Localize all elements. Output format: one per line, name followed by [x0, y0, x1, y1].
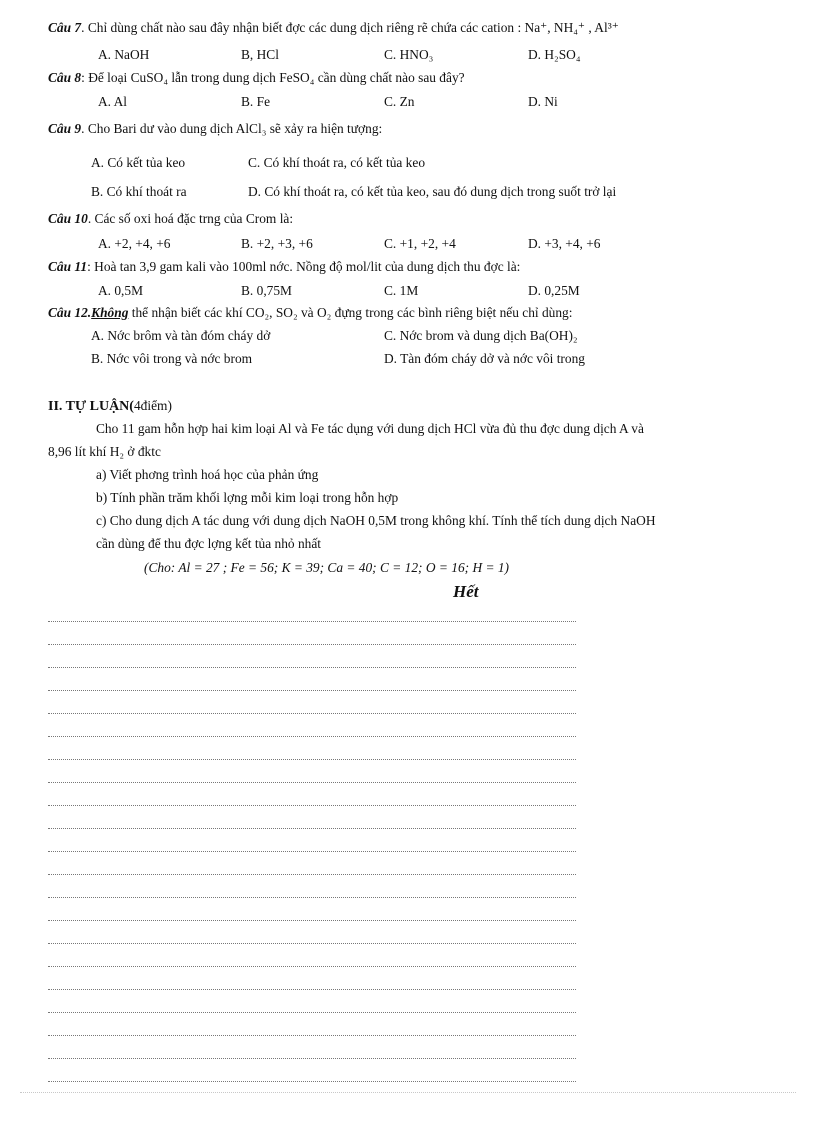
- option-c: C. Có khí thoát ra, có kết tủa keo: [248, 155, 426, 170]
- essay-part-b: b) Tính phần trăm khối lợng mỗi kim loại trong hỗn hợp: [96, 490, 399, 505]
- option-d: D. Tàn đóm cháy dở và nớc vôi trong: [384, 351, 585, 366]
- essay-part-c-line-1: c) Cho dung dịch A tác dung với dung dịch NaOH 0,5M trong không khí. Tính thể tích dung dịch NaOH: [96, 513, 656, 528]
- option-b: B. 0,75M: [241, 283, 292, 298]
- answer-line: [48, 828, 576, 829]
- option-d: D. H₂SO₄: [528, 47, 581, 62]
- answer-line: [48, 805, 576, 806]
- option-d: D. 0,25M: [528, 283, 580, 298]
- question-number: Câu 8: [48, 70, 82, 85]
- question-number: Câu 9: [48, 121, 82, 136]
- essay-part-c-line-2: cần dùng để thu đợc lợng kết tủa nhỏ nhất: [96, 536, 322, 551]
- question-number: Câu 10: [48, 211, 88, 226]
- option-d: D. +3, +4, +6: [528, 236, 601, 251]
- answer-line: [48, 989, 576, 990]
- question-number: Câu 11: [48, 259, 88, 274]
- answer-line: [48, 874, 576, 875]
- answer-line: [48, 1012, 576, 1013]
- option-b: B. Fe: [241, 94, 271, 109]
- answer-line: [48, 644, 576, 645]
- option-a: A. Có kết tủa keo: [91, 155, 186, 170]
- answer-line: [48, 1081, 576, 1082]
- question-number: Câu 7: [48, 20, 82, 35]
- option-c: C. Nớc brom và dung dịch Ba(OH)₂: [384, 328, 578, 343]
- question-12: [48, 305, 572, 321]
- essay-problem-line-2: 8,96 lít khí H₂ ở đktc: [48, 444, 161, 459]
- answer-line: [48, 621, 576, 622]
- question-11: [48, 259, 520, 275]
- answer-line: [48, 897, 576, 898]
- answer-line: [48, 736, 576, 737]
- question-8: [48, 70, 465, 86]
- option-b: B. Nớc vôi trong và nớc brom: [91, 351, 253, 366]
- option-c: C. HNO₃: [384, 47, 434, 62]
- answer-line: [48, 851, 576, 852]
- question-9: [48, 121, 382, 137]
- option-c: C. +1, +2, +4: [384, 236, 456, 251]
- essay-problem-line-1: Cho 11 gam hỗn hợp hai kim loại Al và Fe tác dụng với dung dịch HCl vừa đủ thu đợc dung dịch A và: [96, 421, 644, 436]
- question-text: : Để loại CuSO₄ lẫn trong dung dịch FeSO₄ cần dùng chất nào sau đây?: [81, 70, 465, 85]
- essay-part-a: a) Viết phơng trình hoá học của phản ứng: [96, 467, 319, 482]
- answer-line: [48, 1058, 576, 1059]
- answer-line: [48, 920, 576, 921]
- question-10: [48, 211, 293, 227]
- question-number: Câu 12.: [48, 305, 92, 320]
- option-d: D. Ni: [528, 94, 558, 109]
- answer-line: [48, 966, 576, 967]
- question-emphasis: Không: [91, 305, 129, 320]
- answer-line: [48, 713, 576, 714]
- question-text: . Các số oxi hoá đặc trng của Crom là:: [87, 211, 294, 226]
- question-text: . Cho Bari dư vào dung dịch AlCl₃ sẽ xảy ra hiện tượng:: [81, 121, 383, 136]
- end-marker: Hết: [453, 582, 479, 601]
- answer-line: [48, 759, 576, 760]
- answer-line: [48, 667, 576, 668]
- option-a: A. Nớc brôm và tàn đóm cháy dở: [91, 328, 271, 343]
- question-text: thể nhận biết các khí CO₂, SO₂ và O₂ đựng trong các bình riêng biệt nếu chỉ dùng:: [128, 305, 573, 320]
- answer-line: [48, 943, 576, 944]
- option-c: C. Zn: [384, 94, 415, 109]
- answer-line: [48, 782, 576, 783]
- question-text: . Chỉ dùng chất nào sau đây nhận biết đợc các dung dịch riêng rẽ chứa các cation : Na⁺, NH₄⁺ , Al³⁺: [81, 20, 619, 35]
- option-a: A. NaOH: [98, 47, 150, 62]
- page-bottom-border: [20, 1092, 796, 1093]
- option-a: A. +2, +4, +6: [98, 236, 171, 251]
- section-points: 4điểm): [133, 398, 172, 413]
- option-d: D. Có khí thoát ra, có kết tủa keo, sau đó dung dịch trong suốt trở lại: [248, 184, 617, 199]
- answer-line: [48, 690, 576, 691]
- option-b: B. Có khí thoát ra: [91, 184, 187, 199]
- question-7: [48, 20, 619, 36]
- section-heading: [48, 398, 172, 415]
- option-a: A. Al: [98, 94, 128, 109]
- option-b: B, HCl: [241, 47, 279, 62]
- answer-line: [48, 1035, 576, 1036]
- given-atomic-masses: (Cho: Al = 27 ; Fe = 56; K = 39; Ca = 40; C = 12; O = 16; H = 1): [144, 560, 510, 575]
- option-a: A. 0,5M: [98, 283, 144, 298]
- question-text: : Hoà tan 3,9 gam kali vào 100ml nớc. Nồng độ mol/lit của dung dịch thu đợc là:: [87, 259, 521, 274]
- option-b: B. +2, +3, +6: [241, 236, 313, 251]
- section-title: II. TỰ LUẬN(: [48, 399, 134, 414]
- option-c: C. 1M: [384, 283, 419, 298]
